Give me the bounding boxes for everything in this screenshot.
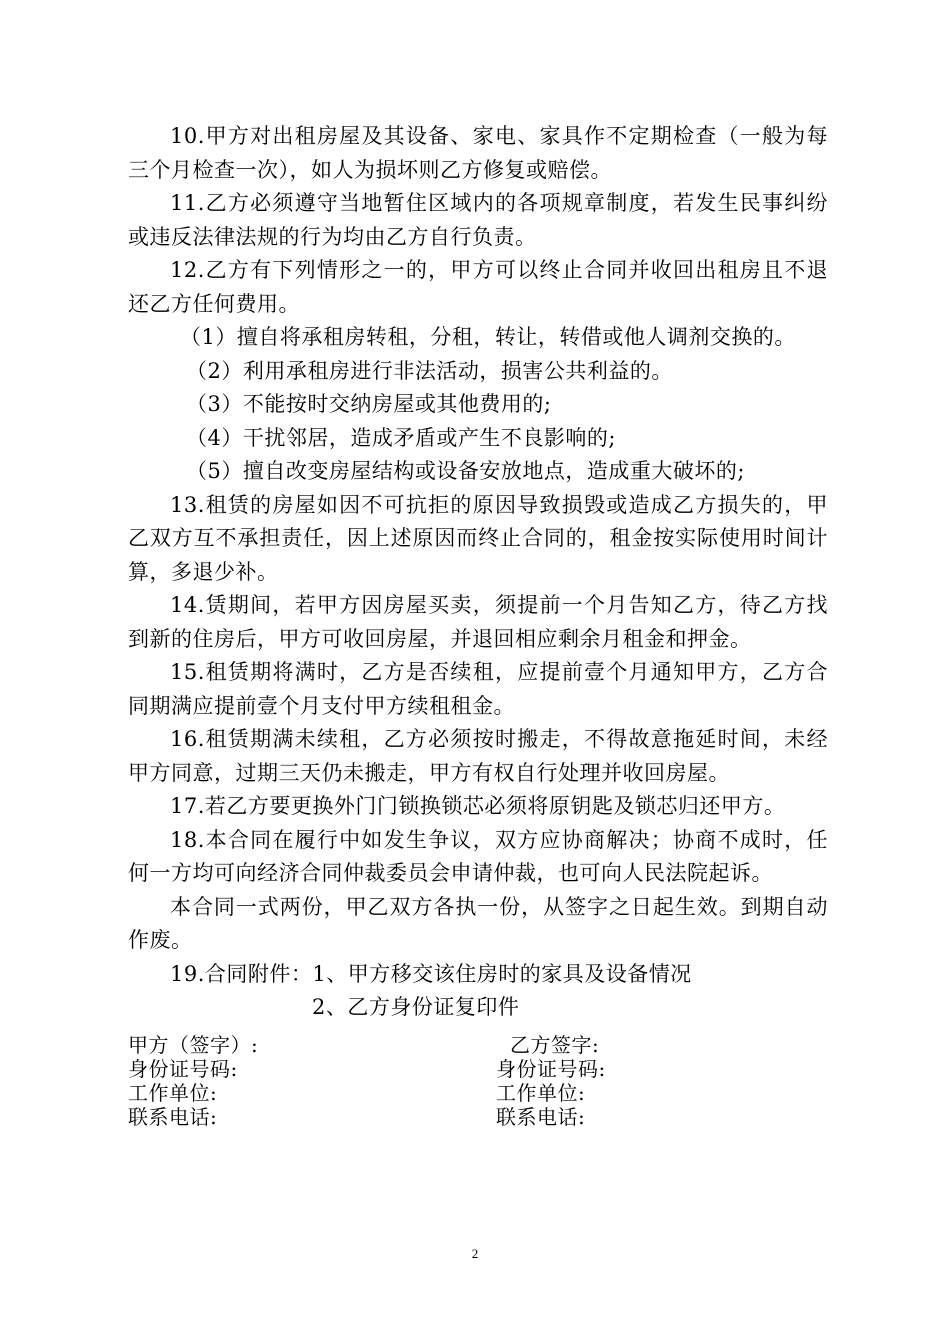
party-b-id-label: 身份证号码: (496, 1056, 606, 1081)
party-a-work-label: 工作单位: (128, 1080, 218, 1105)
party-a-id-label: 身份证号码: (128, 1056, 238, 1081)
attachment-line-2: 2、乙方身份证复印件 (312, 995, 520, 1019)
party-a-phone-label: 联系电话: (128, 1104, 218, 1129)
clause-12-item-2: （2）利用承租房进行非法活动，损害公共利益的。 (186, 358, 673, 383)
party-b-work-label: 工作单位: (496, 1080, 586, 1105)
attachment-line-1: 19.合同附件：1、甲方移交该住房时的家具及设备情况 (170, 961, 692, 986)
clause-12-item-3: （3）不能按时交纳房屋或其他费用的; (186, 392, 552, 416)
clause-18: 18.本合同在履行中如发生争议，双方应协商解决；协商不成时，任何一方均可向经济合同仲裁委员会申请仲裁，也可向人民法院起诉。 (128, 827, 828, 885)
clause-13: 13.租赁的房屋如因不可抗拒的原因导致损毁或造成乙方损失的，甲乙双方互不承担责任，因上述原因而终止合同的，租金按实际使用时间计算，多退少补。 (128, 492, 828, 584)
clause-11: 11.乙方必须遵守当地暂住区域内的各项规章制度，若发生民事纠纷或违反法律法规的行为均由乙方自行负责。 (128, 191, 828, 249)
contract-body (128, 120, 828, 1129)
clause-12: 12.乙方有下列情形之一的，甲方可以终止合同并收回出租房且不退还乙方任何费用。 (128, 258, 828, 316)
party-b-sign-label: 乙方签字: (510, 1032, 600, 1057)
party-a-sign-label: 甲方（签字）: (128, 1032, 259, 1057)
clause-10: 10.甲方对出租房屋及其设备、家电、家具作不定期检查（一般为每三个月检查一次），如人为损坏则乙方修复或赔偿。 (128, 124, 828, 182)
signature-block (128, 1033, 828, 1129)
clause-14: 14.赁期间，若甲方因房屋买卖，须提前一个月告知乙方，待乙方找到新的住房后，甲方可收回房屋，并退回相应剩余月租金和押金。 (128, 593, 828, 651)
clause-12-item-1: （1）擅自将承租房转租，分租，转让，转借或他人调剂交换的。 (180, 325, 796, 349)
party-b-phone-label: 联系电话: (496, 1104, 586, 1129)
validity-clause: 本合同一式两份，甲乙双方各执一份，从签字之日起生效。到期自动作废。 (128, 894, 828, 952)
clause-12-item-4: （4）干扰邻居，造成矛盾或产生不良影响的; (186, 425, 616, 450)
clause-17: 17.若乙方要更换外门门锁换锁芯必须将原钥匙及锁芯归还甲方。 (170, 794, 786, 818)
clause-16: 16.租赁期满未续租，乙方必须按时搬走，不得故意拖延时间，未经甲方同意，过期三天仍未搬走，甲方有权自行处理并收回房屋。 (128, 727, 828, 785)
clause-15: 15.租赁期将满时，乙方是否续租，应提前壹个月通知甲方，乙方合同期满应提前壹个月支付甲方续租租金。 (128, 660, 828, 718)
page-number: 2 (471, 1246, 479, 1261)
clause-12-item-5: （5）擅自改变房屋结构或设备安放地点，造成重大破坏的; (186, 459, 745, 483)
